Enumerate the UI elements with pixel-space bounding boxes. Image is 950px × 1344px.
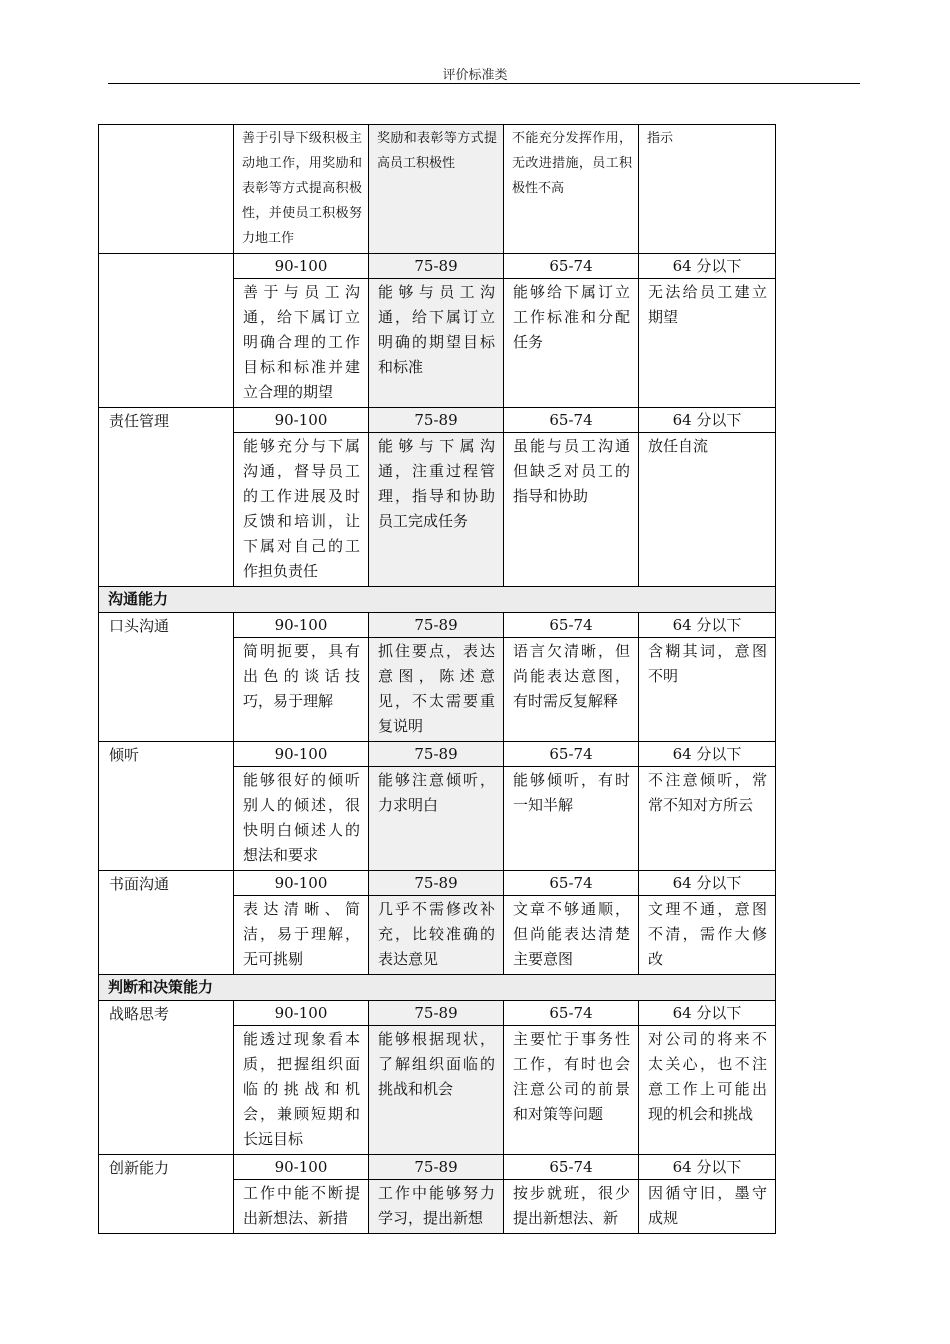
score-row xyxy=(99,408,776,433)
description-cell: 能够给下属订立工作标准和分配任务 xyxy=(504,279,639,408)
score-row xyxy=(99,871,776,896)
section-header-row xyxy=(99,587,776,613)
description-cell: 含糊其词，意图不明 xyxy=(639,638,776,742)
description-cell: 能够与下属沟通，注重过程管理，指导和协助员工完成任务 xyxy=(369,433,504,587)
criterion-label-cell: 责任管理 xyxy=(99,408,234,587)
criterion-label-cell: 创新能力 xyxy=(99,1155,234,1234)
score-band: 90-100 xyxy=(234,408,369,433)
description-cell: 不注意倾听，常常不知对方所云 xyxy=(639,767,776,871)
score-band: 65-74 xyxy=(504,1155,639,1180)
score-band: 64 分以下 xyxy=(639,613,776,638)
description-cell: 因循守旧，墨守成规 xyxy=(639,1180,776,1234)
score-band: 65-74 xyxy=(504,871,639,896)
score-band: 65-74 xyxy=(504,742,639,767)
criterion-label-cell: 战略思考 xyxy=(99,1001,234,1155)
description-cell: 奖励和表彰等方式提高员工积极性 xyxy=(369,125,504,254)
score-row xyxy=(99,1001,776,1026)
description-cell: 能够注意倾听，力求明白 xyxy=(369,767,504,871)
description-cell: 指示 xyxy=(639,125,776,254)
description-cell: 文章不够通顺，但尚能表达清楚主要意图 xyxy=(504,896,639,975)
score-band: 90-100 xyxy=(234,742,369,767)
criterion-label-cell xyxy=(99,125,234,254)
description-cell: 按步就班，很少提出新想法、新 xyxy=(504,1180,639,1234)
description-cell: 善于与员工沟通，给下属订立明确合理的工作目标和标准并建立合理的期望 xyxy=(234,279,369,408)
score-band: 90-100 xyxy=(234,1155,369,1180)
description-cell: 主要忙于事务性工作，有时也会注意公司的前景和对策等问题 xyxy=(504,1026,639,1155)
criterion-label-cell: 书面沟通 xyxy=(99,871,234,975)
description-cell: 语言欠清晰，但尚能表达意图，有时需反复解释 xyxy=(504,638,639,742)
score-row xyxy=(99,742,776,767)
score-row xyxy=(99,1155,776,1180)
score-band: 90-100 xyxy=(234,871,369,896)
description-cell: 能够与员工沟通，给下属订立明确的期望目标和标准 xyxy=(369,279,504,408)
criterion-label-cell xyxy=(99,254,234,408)
section-title: 判断和决策能力 xyxy=(99,975,776,1001)
score-band: 65-74 xyxy=(504,408,639,433)
score-band: 75-89 xyxy=(369,1001,504,1026)
score-band: 75-89 xyxy=(369,1155,504,1180)
description-cell: 工作中能够努力学习，提出新想 xyxy=(369,1180,504,1234)
score-band: 64 分以下 xyxy=(639,254,776,279)
score-band: 65-74 xyxy=(504,1001,639,1026)
criterion-label-cell: 倾听 xyxy=(99,742,234,871)
score-band: 90-100 xyxy=(234,254,369,279)
description-cell: 工作中能不断提出新想法、新措 xyxy=(234,1180,369,1234)
score-band: 64 分以下 xyxy=(639,742,776,767)
score-band: 75-89 xyxy=(369,408,504,433)
score-band: 75-89 xyxy=(369,254,504,279)
description-cell: 能够充分与下属沟通，督导员工的工作进展及时反馈和培训，让下属对自己的工作担负责任 xyxy=(234,433,369,587)
score-band: 65-74 xyxy=(504,613,639,638)
description-cell: 简明扼要，具有出色的谈话技巧，易于理解 xyxy=(234,638,369,742)
description-cell: 能透过现象看本质，把握组织面临的挑战和机会，兼顾短期和长远目标 xyxy=(234,1026,369,1155)
score-band: 64 分以下 xyxy=(639,1001,776,1026)
header-rule xyxy=(108,83,860,84)
description-cell: 几乎不需修改补充，比较准确的表达意见 xyxy=(369,896,504,975)
section-header-row xyxy=(99,975,776,1001)
description-cell: 表达清晰、简洁，易于理解，无可挑剔 xyxy=(234,896,369,975)
score-band: 90-100 xyxy=(234,1001,369,1026)
description-cell: 放任自流 xyxy=(639,433,776,587)
description-cell: 虽能与员工沟通但缺乏对员工的指导和协助 xyxy=(504,433,639,587)
criterion-label-cell: 口头沟通 xyxy=(99,613,234,742)
description-cell: 能够根据现状，了解组织面临的挑战和机会 xyxy=(369,1026,504,1155)
description-cell: 不能充分发挥作用，无改进措施，员工积极性不高 xyxy=(504,125,639,254)
score-band: 75-89 xyxy=(369,742,504,767)
score-band: 64 分以下 xyxy=(639,408,776,433)
score-band: 75-89 xyxy=(369,613,504,638)
score-band: 64 分以下 xyxy=(639,871,776,896)
score-band: 90-100 xyxy=(234,613,369,638)
description-cell: 对公司的将来不太关心，也不注意工作上可能出现的机会和挑战 xyxy=(639,1026,776,1155)
section-title: 沟通能力 xyxy=(99,587,776,613)
description-cell: 善于引导下级积极主动地工作，用奖励和表彰等方式提高积极性，并使员工积极努力地工作 xyxy=(234,125,369,254)
evaluation-criteria-table xyxy=(98,124,776,1234)
score-band: 64 分以下 xyxy=(639,1155,776,1180)
description-cell: 能够很好的倾听别人的倾述，很快明白倾述人的想法和要求 xyxy=(234,767,369,871)
score-row xyxy=(99,254,776,279)
table-row xyxy=(99,125,776,254)
description-cell: 文理不通，意图不清，需作大修改 xyxy=(639,896,776,975)
score-band: 65-74 xyxy=(504,254,639,279)
description-cell: 抓住要点，表达意图，陈述意见，不太需要重复说明 xyxy=(369,638,504,742)
score-band: 75-89 xyxy=(369,871,504,896)
score-row xyxy=(99,613,776,638)
description-cell: 能够倾听，有时一知半解 xyxy=(504,767,639,871)
description-cell: 无法给员工建立期望 xyxy=(639,279,776,408)
page-header-title: 评价标准类 xyxy=(442,68,508,83)
